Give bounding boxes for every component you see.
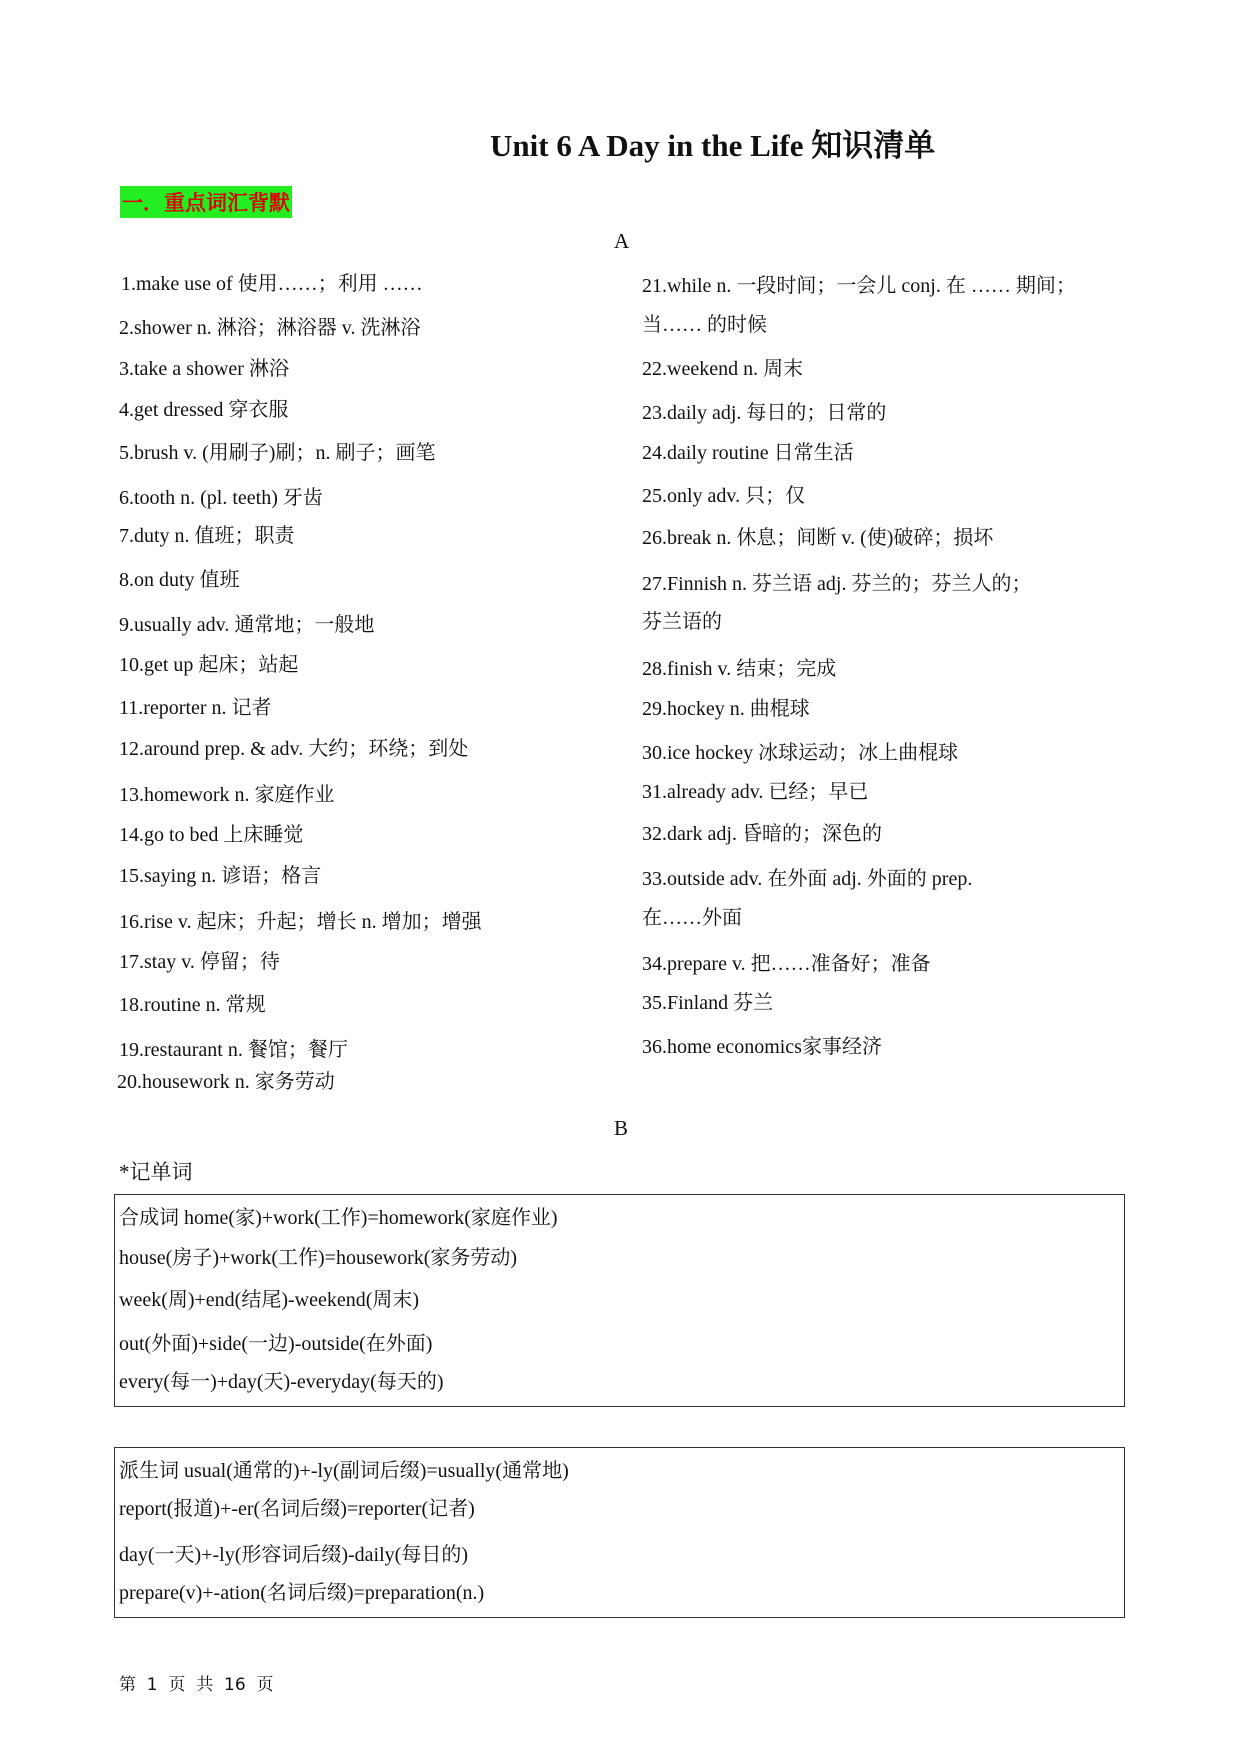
vocab-item: 6.tooth n. (pl. teeth) 牙齿 [119, 487, 323, 509]
vocab-item: 芬兰语的 [642, 611, 722, 633]
vocab-item: 30.ice hockey 冰球运动；冰上曲棍球 [642, 742, 959, 764]
vocab-item: 13.homework n. 家庭作业 [119, 784, 335, 806]
part-b-label: B [614, 1116, 629, 1140]
memorize-note: *记单词 [119, 1160, 193, 1184]
section-heading: 一．重点词汇背默 [120, 186, 292, 218]
vocab-item: 28.finish v. 结束；完成 [642, 658, 837, 680]
page-footer: 第 1 页 共 16 页 [119, 1675, 274, 1695]
vocab-item: 19.restaurant n. 餐馆；餐厅 [119, 1039, 348, 1061]
vocab-item: 25.only adv. 只；仅 [642, 485, 806, 507]
vocab-item: 在……外面 [642, 907, 742, 929]
vocab-item: 22.weekend n. 周末 [642, 358, 804, 380]
vocab-item: 33.outside adv. 在外面 adj. 外面的 prep. [642, 868, 973, 890]
vocab-item: 35.Finland 芬兰 [642, 992, 774, 1014]
vocab-item: 10.get up 起床；站起 [119, 654, 299, 676]
vocab-item: 11.reporter n. 记者 [119, 697, 272, 719]
vocab-item: 27.Finnish n. 芬兰语 adj. 芬兰的；芬兰人的； [642, 573, 1032, 595]
vocab-item: 17.stay v. 停留；待 [119, 951, 280, 973]
vocab-item: 32.dark adj. 昏暗的；深色的 [642, 823, 882, 845]
vocab-item: 2.shower n. 淋浴；淋浴器 v. 洗淋浴 [119, 317, 421, 339]
compound-line: house(房子)+work(工作)=housework(家务劳动) [119, 1247, 518, 1269]
derived-words-box [114, 1447, 1125, 1618]
vocab-item: 5.brush v. (用刷子)刷；n. 刷子；画笔 [119, 442, 436, 464]
vocab-item: 14.go to bed 上床睡觉 [119, 824, 304, 846]
compound-line: every(每一)+day(天)-everyday(每天的) [119, 1371, 444, 1393]
vocab-item: 9.usually adv. 通常地；一般地 [119, 614, 375, 636]
compound-line: out(外面)+side(一边)-outside(在外面) [119, 1333, 433, 1355]
vocab-item: 24.daily routine 日常生活 [642, 442, 854, 464]
derived-line: report(报道)+-er(名词后缀)=reporter(记者) [119, 1498, 475, 1520]
vocab-item: 20.housework n. 家务劳动 [117, 1071, 335, 1093]
part-a-label: A [614, 229, 630, 253]
vocab-item: 36.home economics家事经济 [642, 1036, 882, 1058]
vocab-item: 29.hockey n. 曲棍球 [642, 698, 810, 720]
vocab-item: 当…… 的时候 [642, 314, 767, 336]
vocab-item: 23.daily adj. 每日的；日常的 [642, 402, 887, 424]
vocab-item: 15.saying n. 谚语；格言 [119, 865, 322, 887]
vocab-item: 12.around prep. & adv. 大约；环绕；到处 [119, 738, 469, 760]
vocab-item: 16.rise v. 起床；升起；增长 n. 增加；增强 [119, 911, 482, 933]
vocab-item: 26.break n. 休息；间断 v. (使)破碎；损坏 [642, 527, 994, 549]
vocab-item: 34.prepare v. 把……准备好；准备 [642, 953, 931, 975]
page-title: Unit 6 A Day in the Life 知识清单 [490, 128, 936, 163]
derived-line: 派生词 usual(通常的)+-ly(副词后缀)=usually(通常地) [119, 1460, 569, 1482]
vocab-item: 31.already adv. 已经；早已 [642, 781, 869, 803]
vocab-item: 1.make use of 使用……；利用 …… [121, 273, 423, 295]
vocab-item: 3.take a shower 淋浴 [119, 358, 289, 380]
vocab-item: 21.while n. 一段时间；一会儿 conj. 在 …… 期间； [642, 275, 1076, 297]
compound-words-box [114, 1194, 1125, 1407]
vocab-item: 4.get dressed 穿衣服 [119, 399, 289, 421]
derived-line: day(一天)+-ly(形容词后缀)-daily(每日的) [119, 1544, 468, 1566]
derived-line: prepare(v)+-ation(名词后缀)=preparation(n.) [119, 1582, 485, 1604]
vocab-item: 8.on duty 值班 [119, 569, 240, 591]
compound-line: week(周)+end(结尾)-weekend(周末) [119, 1289, 420, 1311]
vocab-item: 18.routine n. 常规 [119, 994, 266, 1016]
vocab-item: 7.duty n. 值班；职责 [119, 525, 295, 547]
compound-line: 合成词 home(家)+work(工作)=homework(家庭作业) [119, 1207, 558, 1229]
